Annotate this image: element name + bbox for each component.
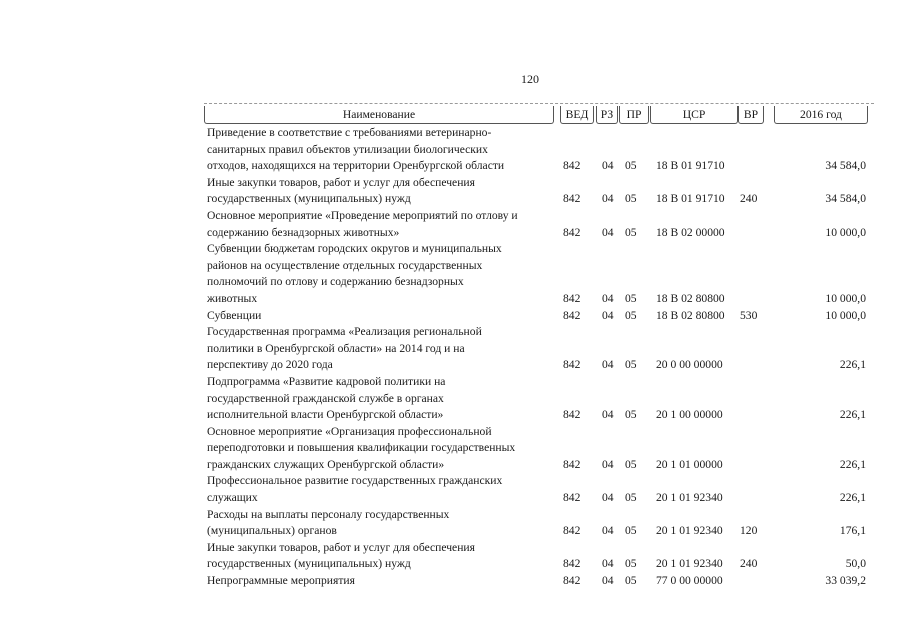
- row-pr: 05: [625, 308, 637, 322]
- table-row: [204, 308, 874, 325]
- header-top-border: [204, 103, 874, 104]
- row-name-line: Профессиональное развитие государственных гражданских: [207, 474, 503, 488]
- table-row: [204, 324, 874, 374]
- row-csr: 20 1 01 92340: [656, 557, 723, 571]
- table-row: [204, 374, 874, 424]
- row-name-line: животных: [207, 291, 258, 305]
- row-name-line: исполнительной власти Оренбургской области»: [207, 408, 444, 422]
- row-ved: 842: [563, 574, 581, 588]
- row-csr: 18 В 01 91710: [656, 192, 725, 206]
- row-amount: 10 000,0: [825, 291, 866, 305]
- row-amount: 10 000,0: [825, 225, 866, 239]
- table-row: [204, 208, 874, 241]
- row-pr: 05: [625, 524, 637, 538]
- row-ved: 842: [563, 308, 581, 322]
- row-csr: 20 1 01 92340: [656, 491, 723, 505]
- row-csr: 20 1 00 00000: [656, 408, 723, 422]
- row-rz: 04: [602, 491, 614, 505]
- row-values: [204, 357, 874, 374]
- row-ved: 842: [563, 524, 581, 538]
- row-vr: 240: [740, 557, 758, 571]
- table-row: [204, 573, 874, 590]
- row-pr: 05: [625, 159, 637, 173]
- row-name-line: Подпрограмма «Развитие кадровой политики на: [207, 374, 446, 388]
- row-vr: 120: [740, 524, 758, 538]
- row-name-line: гражданских служащих Оренбургской области»: [207, 457, 445, 471]
- row-rz: 04: [602, 457, 614, 471]
- row-pr: 05: [625, 408, 637, 422]
- row-amount: 226,1: [839, 408, 866, 422]
- row-name-line: переподготовки и повышения квалификации государственных: [207, 441, 516, 455]
- row-values: [204, 556, 874, 573]
- row-pr: 05: [625, 358, 637, 372]
- header-pr: ПР: [619, 106, 649, 124]
- header-year: 2016 год: [774, 106, 868, 124]
- row-name-line: служащих: [207, 491, 258, 505]
- row-name-line: государственных (муниципальных) нужд: [207, 557, 411, 571]
- row-amount: 176,1: [839, 524, 866, 538]
- header-vr: ВР: [738, 106, 764, 124]
- row-values: [204, 457, 874, 474]
- row-csr: 18 В 02 00000: [656, 225, 725, 239]
- row-ved: 842: [563, 408, 581, 422]
- row-amount: 226,1: [839, 358, 866, 372]
- row-vr: 240: [740, 192, 758, 206]
- row-csr: 18 В 02 80800: [656, 291, 725, 305]
- row-name-line: Расходы на выплаты персоналу государственных: [207, 507, 450, 521]
- row-name-line: районов на осуществление отдельных государственных: [207, 258, 483, 272]
- row-name-line: государственной гражданской службе в органах: [207, 391, 444, 405]
- row-values: [204, 191, 874, 208]
- row-pr: 05: [625, 192, 637, 206]
- row-values: [204, 573, 874, 590]
- row-name-line: Субвенции: [207, 308, 262, 322]
- row-values: [204, 225, 874, 242]
- row-rz: 04: [602, 408, 614, 422]
- row-rz: 04: [602, 225, 614, 239]
- row-values: [204, 308, 874, 325]
- row-ved: 842: [563, 491, 581, 505]
- row-values: [204, 158, 874, 175]
- table-row: [204, 540, 874, 573]
- row-name-line: Государственная программа «Реализация региональной: [207, 325, 482, 339]
- row-name-line: Основное мероприятие «Проведение мероприятий по отлову и: [207, 208, 518, 222]
- row-amount: 226,1: [839, 457, 866, 471]
- row-csr: 18 В 02 80800: [656, 308, 725, 322]
- row-ved: 842: [563, 225, 581, 239]
- row-rz: 04: [602, 557, 614, 571]
- row-name-line: (муниципальных) органов: [207, 524, 337, 538]
- row-csr: 20 1 01 00000: [656, 457, 723, 471]
- row-amount: 34 584,0: [825, 159, 866, 173]
- row-amount: 226,1: [839, 491, 866, 505]
- row-name-line: политики в Оренбургской области» на 2014 год и на: [207, 341, 465, 355]
- row-rz: 04: [602, 358, 614, 372]
- row-amount: 33 039,2: [825, 574, 866, 588]
- row-name-line: содержанию безнадзорных животных»: [207, 225, 400, 239]
- header-ved: ВЕД: [560, 106, 594, 124]
- row-pr: 05: [625, 225, 637, 239]
- row-pr: 05: [625, 291, 637, 305]
- row-name-line: государственных (муниципальных) нужд: [207, 192, 411, 206]
- row-name-line: Иные закупки товаров, работ и услуг для обеспечения: [207, 175, 475, 189]
- row-ved: 842: [563, 159, 581, 173]
- row-name-line: Непрограммные мероприятия: [207, 574, 355, 588]
- row-name-line: Субвенции бюджетам городских округов и муниципальных: [207, 242, 502, 256]
- row-vr: 530: [740, 308, 758, 322]
- row-values: [204, 490, 874, 507]
- row-amount: 10 000,0: [825, 308, 866, 322]
- row-rz: 04: [602, 192, 614, 206]
- row-name-line: Иные закупки товаров, работ и услуг для обеспечения: [207, 540, 475, 554]
- row-rz: 04: [602, 574, 614, 588]
- row-name-line: отходов, находящихся на территории Оренбургской области: [207, 159, 505, 173]
- header-rz: РЗ: [596, 106, 618, 124]
- table-row: [204, 241, 874, 307]
- row-name-line: Основное мероприятие «Организация профессиональной: [207, 424, 492, 438]
- table-row: [204, 125, 874, 175]
- table-row: [204, 473, 874, 506]
- row-values: [204, 407, 874, 424]
- row-ved: 842: [563, 358, 581, 372]
- row-pr: 05: [625, 574, 637, 588]
- row-name-line: Приведение в соответствие с требованиями ветеринарно-: [207, 126, 492, 139]
- row-rz: 04: [602, 291, 614, 305]
- row-ved: 842: [563, 457, 581, 471]
- row-name-line: санитарных правил объектов утилизации биологических: [207, 142, 488, 156]
- table-body: [204, 125, 874, 590]
- row-name-line: перспективу до 2020 года: [207, 358, 333, 372]
- table-header: [204, 103, 874, 125]
- row-rz: 04: [602, 308, 614, 322]
- budget-table: [204, 103, 874, 590]
- row-ved: 842: [563, 291, 581, 305]
- row-rz: 04: [602, 524, 614, 538]
- row-name-line: полномочий по отлову и содержанию безнадзорных: [207, 275, 464, 289]
- row-amount: 50,0: [845, 557, 866, 571]
- row-ved: 842: [563, 192, 581, 206]
- row-pr: 05: [625, 491, 637, 505]
- header-csr: ЦСР: [650, 106, 738, 124]
- row-csr: 20 1 01 92340: [656, 524, 723, 538]
- table-row: [204, 507, 874, 540]
- header-name: Наименование: [204, 106, 554, 124]
- row-ved: 842: [563, 557, 581, 571]
- row-values: [204, 291, 874, 308]
- row-csr: 20 0 00 00000: [656, 358, 723, 372]
- row-rz: 04: [602, 159, 614, 173]
- row-pr: 05: [625, 557, 637, 571]
- row-values: [204, 523, 874, 540]
- row-csr: 77 0 00 00000: [656, 574, 723, 588]
- table-row: [204, 424, 874, 474]
- row-csr: 18 В 01 91710: [656, 159, 725, 173]
- page-number: 120: [521, 72, 539, 86]
- row-amount: 34 584,0: [825, 192, 866, 206]
- table-row: [204, 175, 874, 208]
- row-pr: 05: [625, 457, 637, 471]
